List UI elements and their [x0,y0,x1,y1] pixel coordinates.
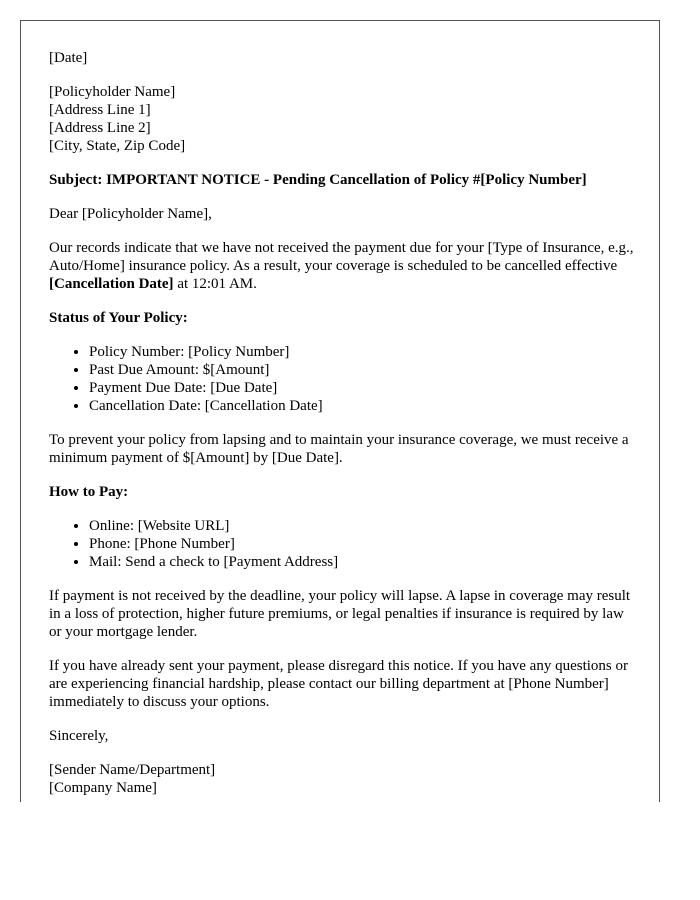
sender-name: [Sender Name/Department] [49,762,216,778]
list-item: • Phone: [Phone Number] [89,535,639,553]
status-heading-text: Status of Your Policy: [49,310,188,326]
prevent-paragraph: To prevent your policy from lapsing and to maintain your insurance coverage, we must receive a minimum payment of $[Amount] by [Due Date]. [49,432,629,466]
list-item: • Policy Number: [Policy Number] [89,343,639,361]
recipient-name: [Policyholder Name] [49,84,176,100]
contact-paragraph: If you have already sent your payment, please disregard this notice. If you have any questions or are experiencing financial hardship, please contact our billing department at [Phone Number] immediately to discuss your options. [49,658,628,710]
list-item: • Mail: Send a check to [Payment Address] [89,553,639,571]
pay-heading-text: How to Pay: [49,484,129,500]
pay-list [49,517,639,571]
status-heading [49,309,639,327]
closing: Sincerely, [49,728,109,744]
list-item: • Payment Due Date: [Due Date] [89,379,639,397]
pay-heading [49,483,639,501]
subject-line [49,171,639,189]
recipient-address-line-1: [Address Line 1] [49,102,151,118]
recipient-city-state-zip: [City, State, Zip Code] [49,138,186,154]
list-item: • Online: [Website URL] [89,517,639,535]
recipient-address-line-2: [Address Line 2] [49,120,151,136]
sender-company: [Company Name] [49,780,157,796]
salutation: Dear [Policyholder Name], [49,206,212,222]
list-item: • Cancellation Date: [Cancellation Date] [89,397,639,415]
letter-date: [Date] [49,50,88,66]
letter-body [49,49,639,802]
subject-text: Subject: IMPORTANT NOTICE - Pending Cancellation of Policy #[Policy Number] [49,172,587,188]
lapse-paragraph: If payment is not received by the deadline, your policy will lapse. A lapse in coverage may result in a loss of protection, higher future premiums, or legal penalties if insurance is required by law or your mortgage lender. [49,588,631,640]
intro-paragraph [49,239,639,293]
status-list [49,343,639,415]
cancellation-date-bold: [Cancellation Date] [49,276,174,292]
intro-text-2: at 12:01 AM. [173,276,257,292]
letter-page [20,20,660,802]
recipient-address [49,83,639,155]
intro-text-1: Our records indicate that we have not received the payment due for your [Type of Insurance, e.g., Auto/Home] insurance policy. As a result, your coverage is scheduled to be cancelled effective [49,240,634,274]
list-item: • Past Due Amount: $[Amount] [89,361,639,379]
sender-block [49,761,639,797]
